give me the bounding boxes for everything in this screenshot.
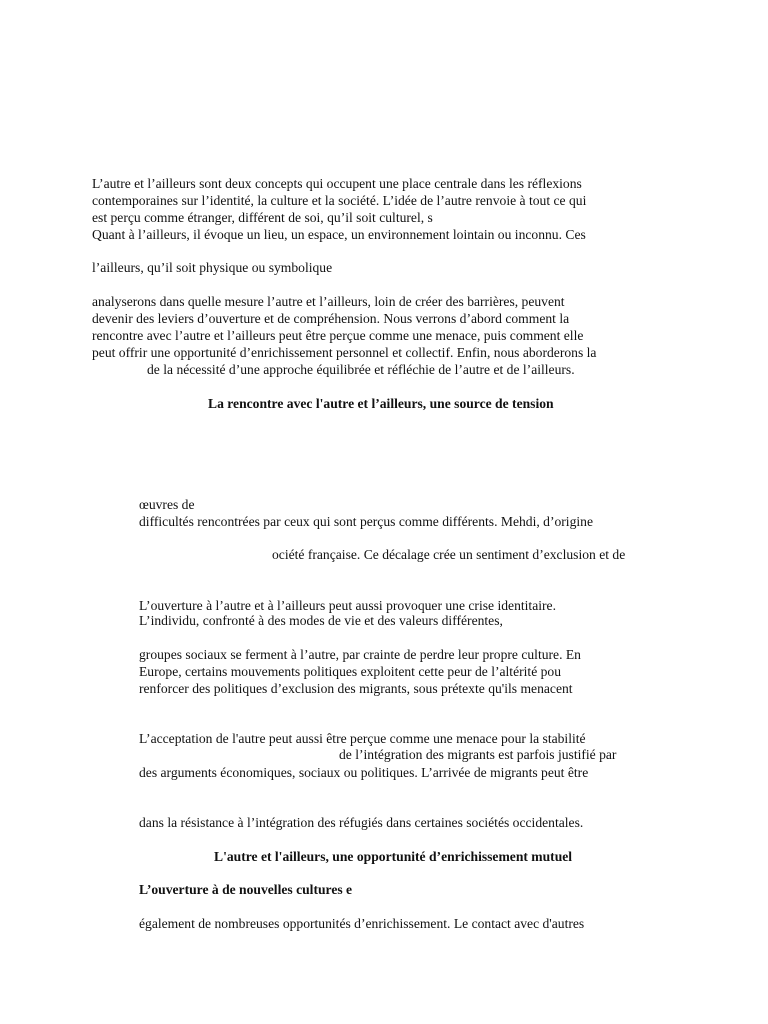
section1-p2-line-3: groupes sociaux se ferment à l’autre, par crainte de perdre leur propre culture. En [139, 647, 581, 662]
intro-line-10: de la nécessité d’une approche équilibrée et réfléchie de l’autre et de l’ailleurs. [147, 362, 575, 377]
intro-line-8: rencontre avec l’autre et l’ailleurs peut être perçue comme une menace, puis comment elle [92, 328, 584, 343]
section1-p1-line-1: œuvres de [139, 497, 195, 512]
intro-line-3: est perçu comme étranger, différent de soi, qu’il soit culturel, s [92, 210, 433, 225]
section1-p3-line-1: L’acceptation de l'autre peut aussi être perçue comme une menace pour la stabilité [139, 731, 586, 746]
section1-p2-line-2: L’individu, confronté à des modes de vie et des valeurs différentes, [139, 613, 503, 628]
section1-p3-line-4: dans la résistance à l’intégration des réfugiés dans certaines sociétés occidentales. [139, 815, 584, 830]
intro-line-4: Quant à l’ailleurs, il évoque un lieu, un espace, un environnement lointain ou inconnu. Ces [92, 227, 586, 242]
section-heading-tension: La rencontre avec l'autre et l’ailleurs, une source de tension [208, 396, 554, 411]
section1-p2-line-4: Europe, certains mouvements politiques exploitent cette peur de l’altérité pou [139, 664, 562, 679]
intro-line-9: peut offrir une opportunité d’enrichissement personnel et collectif. Enfin, nous aborderons la [92, 345, 597, 360]
section1-p2-line-1: L’ouverture à l’autre et à l’ailleurs peut aussi provoquer une crise identitaire. [139, 598, 556, 613]
section-heading-enrichment: L'autre et l'ailleurs, une opportunité d’enrichissement mutuel [214, 849, 573, 864]
section1-p2-line-5: renforcer des politiques d’exclusion des migrants, sous prétexte qu'ils menacent [139, 681, 573, 696]
section1-p1-line-3: ociété française. Ce décalage crée un sentiment d’exclusion et de [272, 547, 626, 562]
intro-line-7: devenir des leviers d’ouverture et de compréhension. Nous verrons d’abord comment la [92, 311, 570, 326]
section2-p1-line-1: également de nombreuses opportunités d’enrichissement. Le contact avec d'autres [139, 916, 585, 931]
intro-line-2: contemporaines sur l’identité, la culture et la société. L’idée de l’autre renvoie à tout ce qui [92, 193, 587, 208]
subheading-new-cultures: L’ouverture à de nouvelles cultures e [139, 882, 353, 897]
section1-p1-line-2: difficultés rencontrées par ceux qui sont perçus comme différents. Mehdi, d’origine [139, 514, 593, 529]
intro-line-6: analyserons dans quelle mesure l’autre et l’ailleurs, loin de créer des barrières, peuvent [92, 294, 565, 309]
section1-p3-line-2: de l’intégration des migrants est parfois justifié par [339, 747, 617, 762]
intro-line-5: l’ailleurs, qu’il soit physique ou symbolique [92, 260, 333, 275]
section1-p3-line-3: des arguments économiques, sociaux ou politiques. L’arrivée de migrants peut être [139, 765, 589, 780]
intro-line-1: L’autre et l’ailleurs sont deux concepts qui occupent une place centrale dans les réflexions [92, 176, 582, 191]
